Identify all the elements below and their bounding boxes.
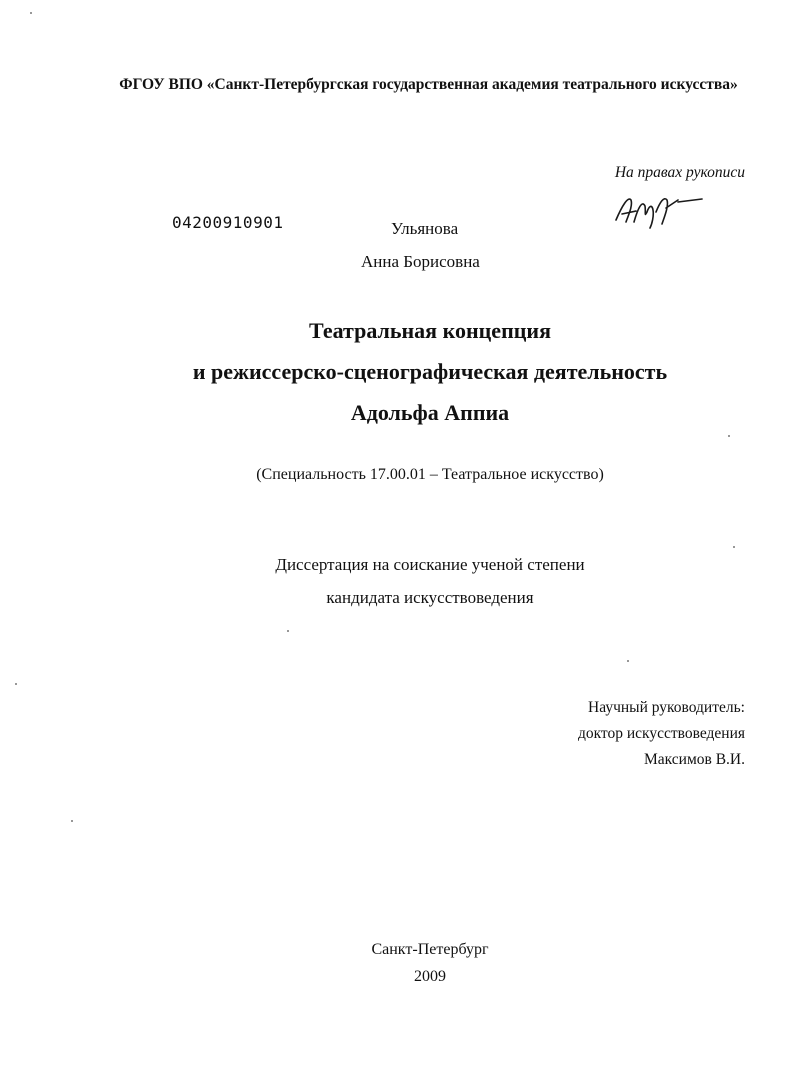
advisor-name: Максимов В.И. — [643, 751, 745, 768]
degree-statement-line-1: Диссертация на соискание ученой степени — [275, 555, 585, 574]
manuscript-rights-note: На правах рукописи — [614, 164, 745, 181]
scan-speck — [15, 683, 17, 685]
degree-statement-line-2: кандидата искусствоведения — [326, 588, 534, 607]
scan-speck — [627, 660, 629, 662]
advisor-label: Научный руководитель: — [588, 699, 745, 716]
dissertation-title-line-1: Театральная концепция — [308, 318, 552, 343]
scan-speck — [287, 630, 289, 632]
author-given-name: Анна Борисовна — [361, 252, 480, 271]
advisor-degree: доктор искусствоведения — [577, 725, 745, 742]
author-surname: Ульянова — [391, 219, 459, 238]
scan-speck — [30, 12, 32, 14]
dissertation-title-line-2: и режиссерско-сценографическая деятельность — [192, 359, 668, 384]
scan-speck — [71, 820, 73, 822]
handwritten-signature-icon — [612, 190, 707, 232]
library-code: 04200910901 — [172, 213, 284, 232]
publication-city: Санкт-Петербург — [371, 941, 489, 958]
dissertation-title-line-3: Адольфа Аппиа — [350, 400, 510, 425]
publication-year: 2009 — [414, 968, 446, 985]
institution-name: ФГОУ ВПО «Санкт-Петербургская государственная академия театрального искусства» — [119, 76, 738, 93]
scan-speck — [733, 546, 735, 548]
scan-speck — [728, 435, 730, 437]
specialty-code: (Специальность 17.00.01 – Театральное искусство) — [256, 466, 604, 483]
